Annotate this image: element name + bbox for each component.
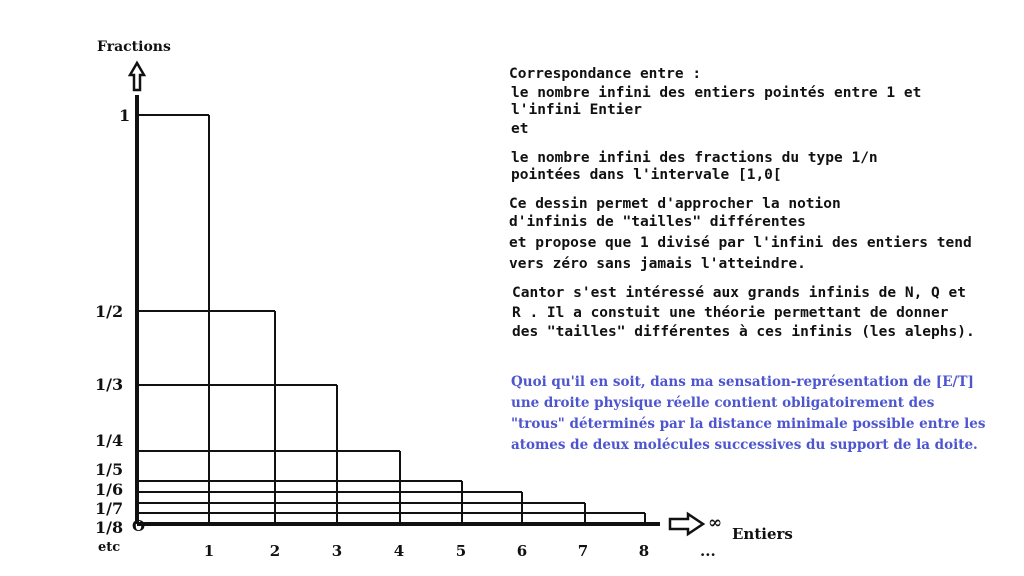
text-line-2: le nombre infini des entiers pointés entre 1 et bbox=[511, 85, 922, 101]
fraction-label-1-8: 1/8 bbox=[95, 518, 124, 537]
ellipsis-label: ... bbox=[700, 542, 716, 560]
integer-label-8: 8 bbox=[638, 542, 650, 560]
fraction-label-1-4: 1/4 bbox=[95, 431, 124, 450]
text-line-1a: Correspondance bbox=[509, 66, 632, 82]
note-line-1: Quoi qu'il en soit, dans ma sensation-représentation de [E/T] bbox=[511, 374, 974, 390]
text-line-12: R . Il a constuit une théorie permettant de donner bbox=[512, 305, 949, 321]
etc-label: etc bbox=[98, 540, 121, 555]
integer-label-4: 4 bbox=[393, 542, 405, 560]
text-line-6 bbox=[511, 167, 782, 183]
text-line-1b: entre : bbox=[639, 66, 702, 82]
fraction-label-1-2: 1/2 bbox=[95, 302, 124, 321]
integer-label-5: 5 bbox=[455, 542, 467, 560]
note-line-4: atomes de deux molécules successives du support de la doite. bbox=[511, 437, 978, 453]
text-line-7: Ce dessin permet d'approcher la notion bbox=[509, 196, 841, 212]
text-line-6a: pointées dans l'intervale bbox=[511, 167, 730, 183]
text-line-11: Cantor s'est intéressé aux grands infinis de N, Q et bbox=[512, 285, 966, 301]
y-axis-label: Fractions bbox=[97, 39, 171, 55]
integer-label-7: 7 bbox=[577, 542, 589, 560]
note-line-3: "trous" déterminés par la distance minimale possible entre les bbox=[511, 416, 986, 432]
text-line-8: d'infinis de "tailles" différentes bbox=[509, 214, 806, 230]
text-line-3: l'infini Entier bbox=[511, 102, 642, 118]
text-line-9: et propose que 1 divisé par l'infini des entiers tend bbox=[509, 235, 972, 251]
y-axis-arrow bbox=[130, 63, 144, 90]
text-line-6b: [1,0[ bbox=[737, 167, 782, 183]
integer-label-1: 1 bbox=[203, 542, 215, 560]
fraction-label-1-7: 1/7 bbox=[95, 499, 124, 518]
fraction-label-1-3: 1/3 bbox=[95, 375, 124, 394]
text-line-13: des "tailles" différentes à ces infinis (les alephs). bbox=[512, 324, 975, 340]
infinity-symbol: ∞ bbox=[708, 513, 723, 533]
note-line-2: une droite physique réelle contient obligatoirement des bbox=[511, 395, 935, 411]
fraction-label-1-5: 1/5 bbox=[95, 460, 124, 479]
integer-label-6: 6 bbox=[516, 542, 528, 560]
fraction-label-1-6: 1/6 bbox=[95, 480, 124, 499]
text-line-10: vers zéro sans jamais l'atteindre. bbox=[509, 256, 806, 272]
integer-label-3: 3 bbox=[331, 542, 343, 560]
x-axis-arrow bbox=[670, 514, 703, 534]
origin-label: O bbox=[132, 517, 146, 535]
text-line-4: et bbox=[511, 121, 529, 137]
text-line-1 bbox=[509, 66, 701, 82]
integer-label-2: 2 bbox=[269, 542, 281, 560]
fraction-label-1: 1 bbox=[119, 106, 131, 125]
text-line-5: le nombre infini des fractions du type 1/n bbox=[511, 150, 878, 166]
x-axis-label: Entiers bbox=[732, 525, 793, 543]
